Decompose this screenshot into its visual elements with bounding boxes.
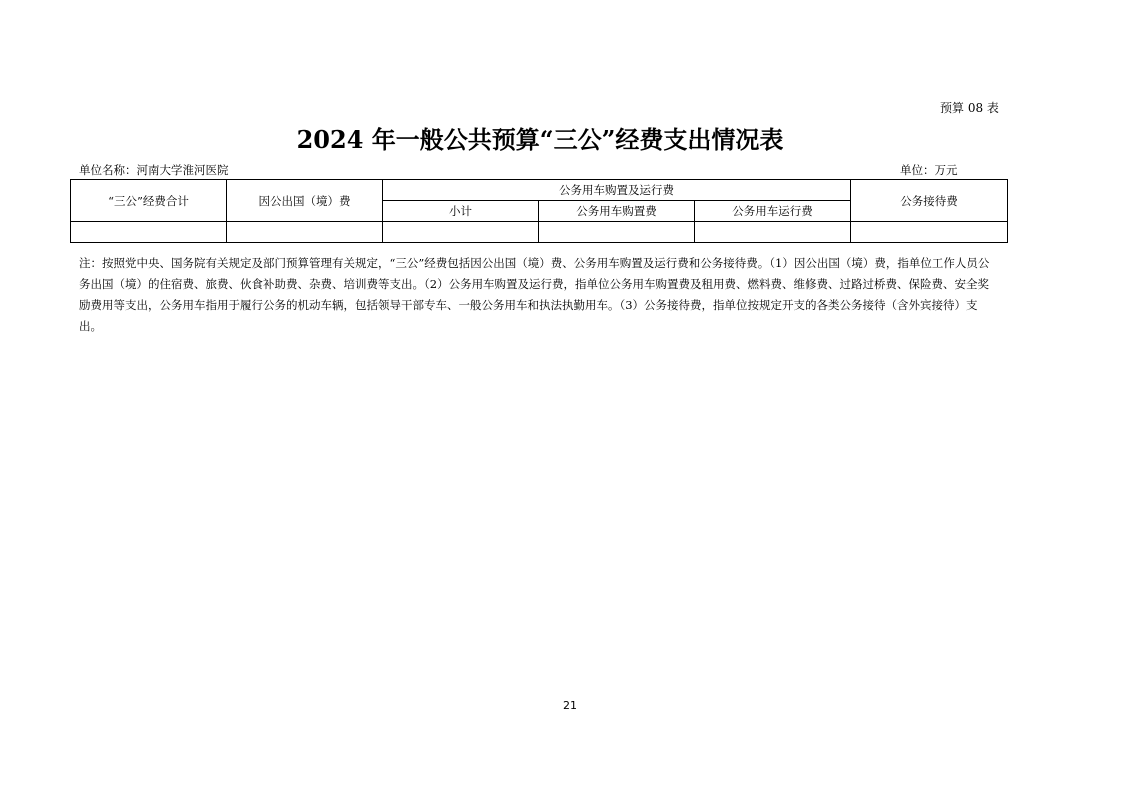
page-title: 2024 年一般公共预算“三公”经费支出情况表 bbox=[296, 125, 784, 154]
page-number: 21 bbox=[563, 699, 577, 712]
unit-name-label: 单位名称：河南大学淮河医院 bbox=[79, 163, 229, 177]
header-vehicle-operation: 公务用车运行费 bbox=[695, 201, 851, 222]
cell-vehicle-purchase bbox=[539, 222, 695, 243]
table-row bbox=[71, 222, 1008, 243]
header-reception: 公务接待费 bbox=[851, 180, 1008, 222]
budget-table bbox=[70, 179, 1008, 243]
header-vehicle-group: 公务用车购置及运行费 bbox=[383, 180, 851, 201]
cell-reception bbox=[851, 222, 1008, 243]
cell-subtotal bbox=[383, 222, 539, 243]
form-code: 预算 08 表 bbox=[940, 101, 999, 115]
cell-total bbox=[71, 222, 227, 243]
header-vehicle-purchase: 公务用车购置费 bbox=[539, 201, 695, 222]
note-text: 注：按照党中央、国务院有关规定及部门预算管理有关规定，“三公”经费包括因公出国（境）费、公务用车购置及运行费和公务接待费。（1）因公出国（境）费，指单位工作人员公务出国（境）的住宿费、旅费、伙食补助费、杂费、培训费等支出。（2）公务用车购置及运行费，指单位公务用车购置费及租用费、燃料费、维修费、过路过桥费、保险费、安全奖励费用等支出，公务用车指用于履行公务的机动车辆，包括领导干部专车、一般公务用车和执法执勤用车。（3）公务接待费，指单位按规定开支的各类公务接待（含外宾接待）支出。 bbox=[79, 256, 990, 333]
cell-overseas bbox=[227, 222, 383, 243]
header-total: “三公”经费合计 bbox=[71, 180, 227, 222]
cell-vehicle-operation bbox=[695, 222, 851, 243]
header-overseas: 因公出国（境）费 bbox=[227, 180, 383, 222]
header-subtotal: 小计 bbox=[383, 201, 539, 222]
unit-label: 单位：万元 bbox=[900, 163, 958, 177]
